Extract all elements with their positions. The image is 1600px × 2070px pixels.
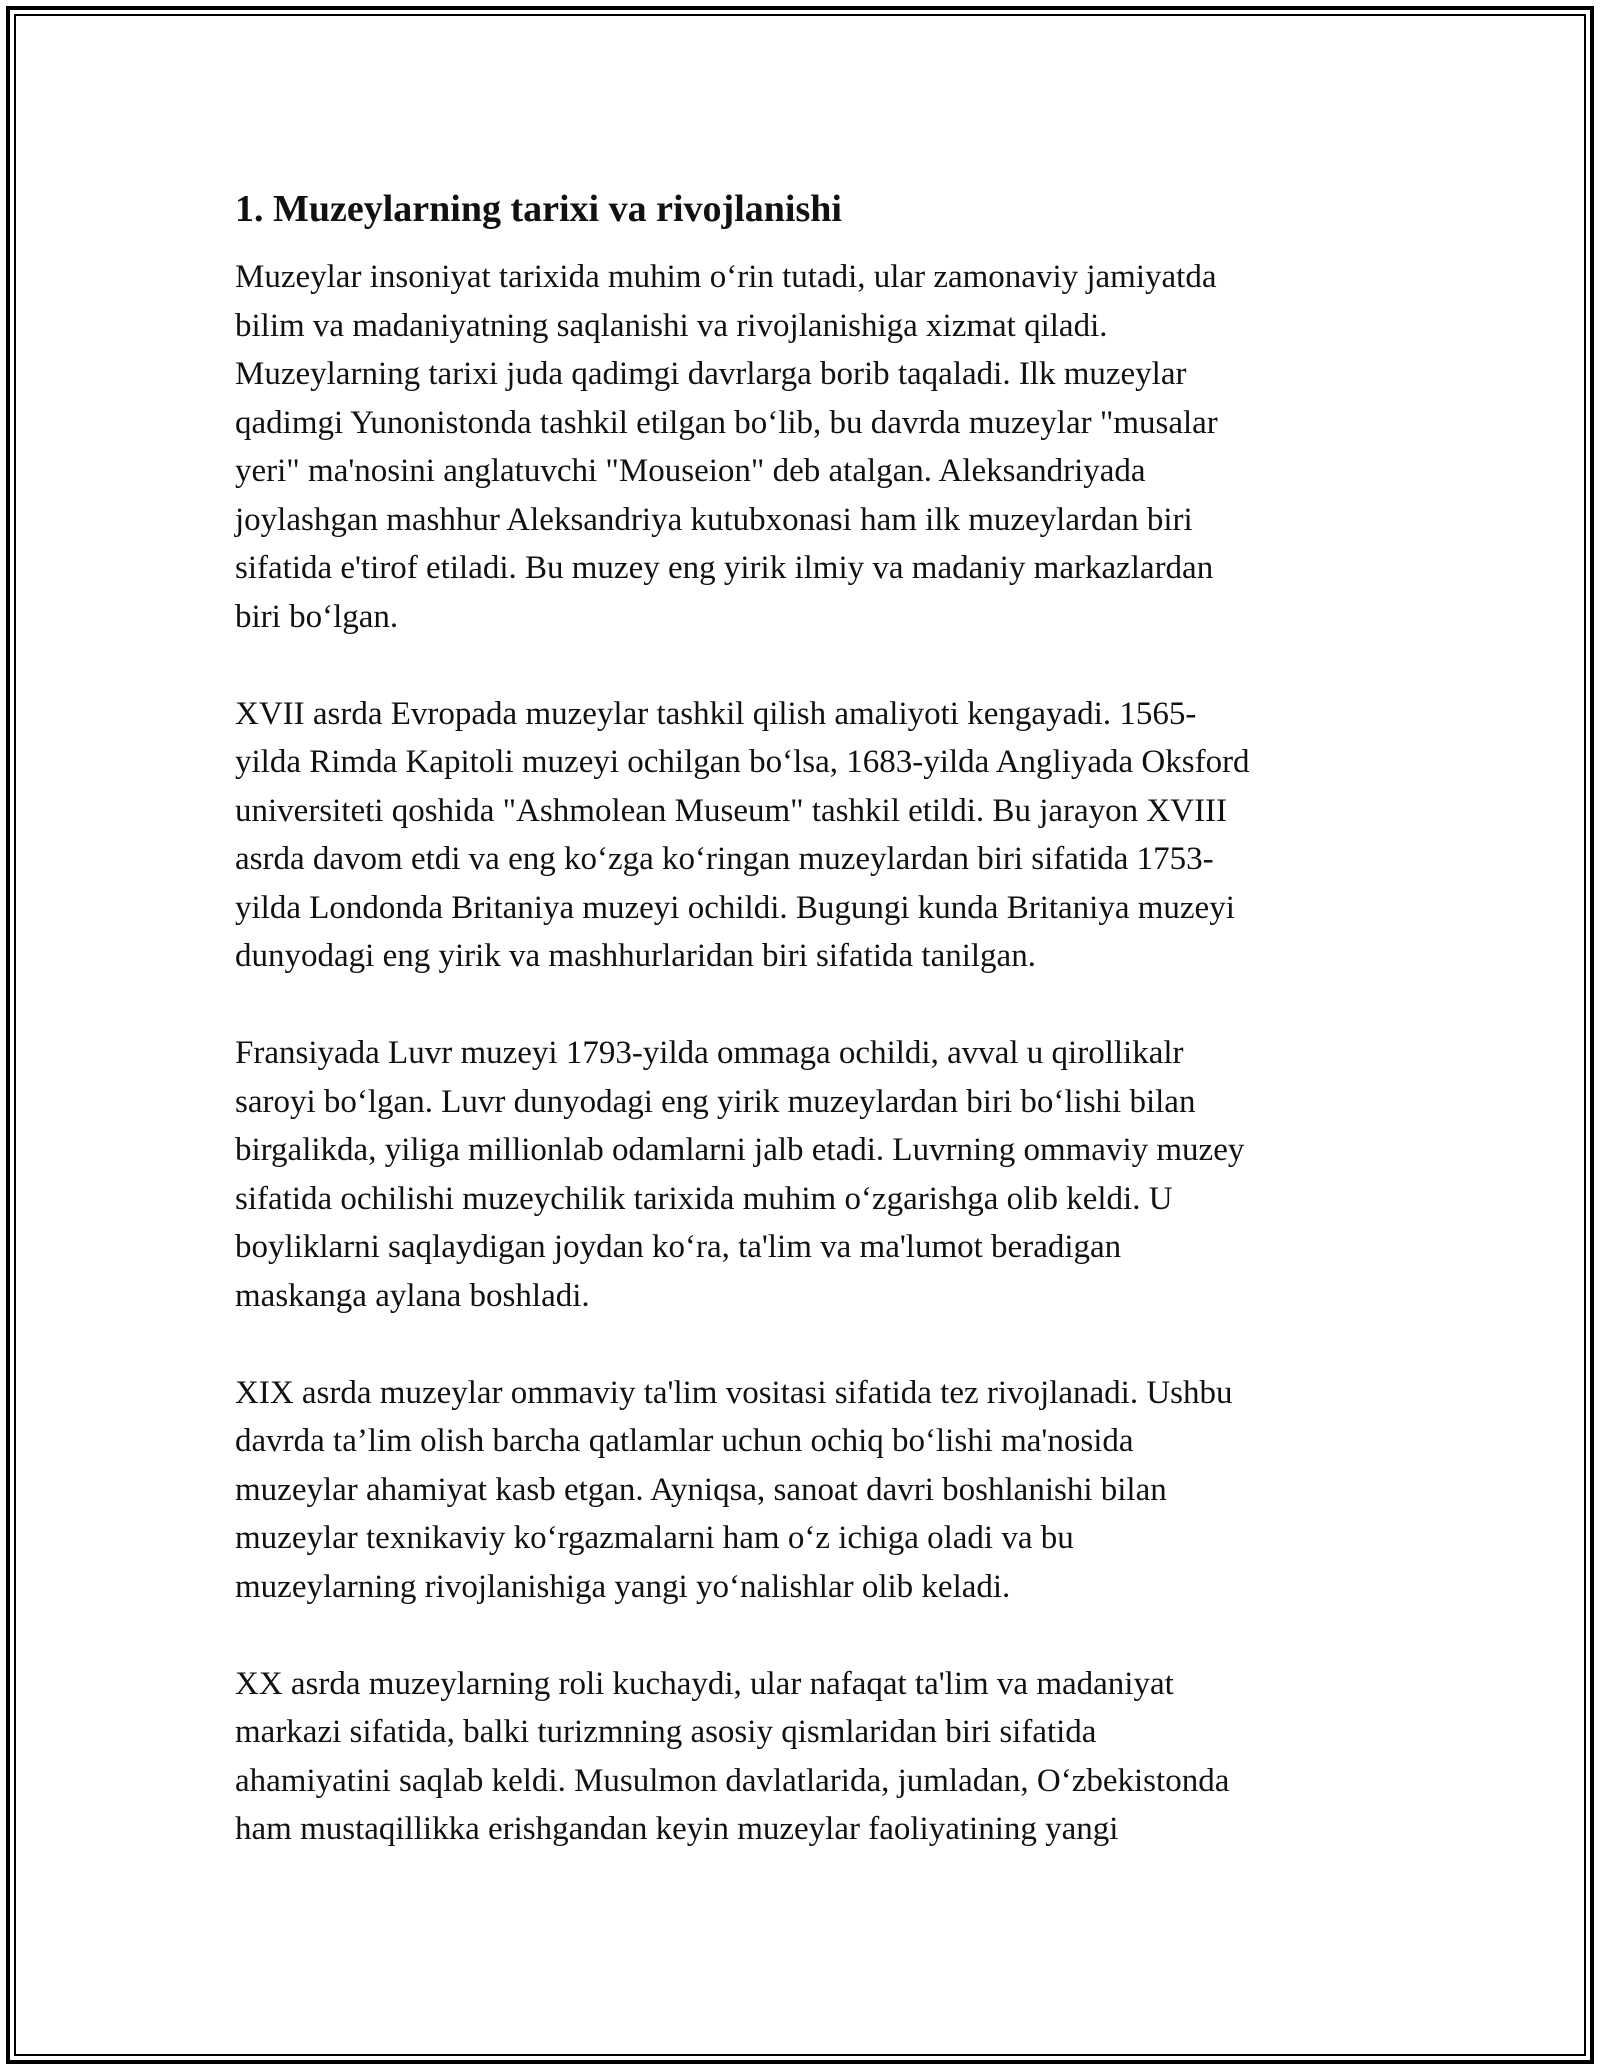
paragraph bbox=[235, 1660, 1375, 1854]
paragraph-line: asrda davom etdi va eng ko‘zga ko‘ringan muzeylardan biri sifatida 1753- bbox=[235, 841, 1214, 877]
paragraph-line: dunyodagi eng yirik va mashhurlaridan biri sifatida tanilgan. bbox=[235, 938, 1036, 974]
paragraph-line: bilim va madaniyatning saqlanishi va rivojlanishiga xizmat qiladi. bbox=[235, 307, 1108, 344]
document-body bbox=[235, 185, 1375, 1902]
paragraph-line: yeri" ma'nosini anglatuvchi "Mouseion" deb atalgan. Aleksandriyada bbox=[235, 453, 1146, 489]
paragraph-line: sifatida e'tirof etiladi. Bu muzey eng yirik ilmiy va madaniy markazlardan bbox=[235, 550, 1214, 586]
paragraph-line: muzeylar ahamiyat kasb etgan. Ayniqsa, sanoat davri boshlanishi bilan bbox=[235, 1471, 1167, 1508]
paragraphs-container bbox=[235, 253, 1375, 1854]
paragraph-line: Muzeylarning tarixi juda qadimgi davrlarga borib taqaladi. Ilk muzeylar bbox=[235, 356, 1187, 392]
paragraph-line: Fransiyada Luvr muzeyi 1793-yilda ommaga ochildi, avval u qirollikalr bbox=[235, 1035, 1184, 1071]
section-heading: 1. Muzeylarning tarixi va rivojlanishi bbox=[235, 188, 842, 230]
paragraph bbox=[235, 690, 1375, 981]
paragraph-line: ham mustaqillikka erishgandan keyin muzeylar faoliyatining yangi bbox=[235, 1811, 1119, 1847]
paragraph-line: Muzeylar insoniyat tarixida muhim o‘rin tutadi, ular zamonaviy jamiyatda bbox=[235, 259, 1217, 295]
paragraph-line: birgalikda, yiliga millionlab odamlarni jalb etadi. Luvrning ommaviy muzey bbox=[235, 1132, 1245, 1168]
paragraph-line: boyliklarni saqlaydigan joydan ko‘ra, ta'lim va ma'lumot beradigan bbox=[235, 1229, 1122, 1265]
paragraph-line: saroyi bo‘lgan. Luvr dunyodagi eng yirik muzeylardan biri bo‘lishi bilan bbox=[235, 1083, 1196, 1120]
paragraph-line: qadimgi Yunonistonda tashkil etilgan bo‘lib, bu davrda muzeylar "musalar bbox=[235, 404, 1218, 441]
paragraph-line: universiteti qoshida "Ashmolean Museum" tashkil etildi. Bu jarayon XVIII bbox=[235, 792, 1228, 829]
paragraph-line: biri bo‘lgan. bbox=[235, 598, 399, 635]
paragraph-line: yilda Londonda Britaniya muzeyi ochildi. Bugungi kunda Britaniya muzeyi bbox=[235, 889, 1235, 926]
paragraph bbox=[235, 1029, 1375, 1320]
paragraph-line: markazi sifatida, balki turizmning asosiy qismlaridan biri sifatida bbox=[235, 1714, 1097, 1750]
paragraph-line: XVII asrda Evropada muzeylar tashkil qilish amaliyoti kengayadi. 1565- bbox=[235, 695, 1197, 732]
paragraph-line: yilda Rimda Kapitoli muzeyi ochilgan bo‘lsa, 1683-yilda Angliyada Oksford bbox=[235, 744, 1250, 780]
paragraph-line: XIX asrda muzeylar ommaviy ta'lim vositasi sifatida tez rivojlanadi. Ushbu bbox=[235, 1374, 1233, 1411]
paragraph-line: muzeylarning rivojlanishiga yangi yo‘nalishlar olib keladi. bbox=[235, 1568, 1011, 1605]
paragraph-line: maskanga aylana boshladi. bbox=[235, 1277, 590, 1314]
paragraph-line: XX asrda muzeylarning roli kuchaydi, ular nafaqat ta'lim va madaniyat bbox=[235, 1665, 1174, 1702]
paragraph-line: joylashgan mashhur Aleksandriya kutubxonasi ham ilk muzeylardan biri bbox=[235, 501, 1193, 538]
paragraph-line: sifatida ochilishi muzeychilik tarixida muhim o‘zgarishga olib keldi. U bbox=[235, 1180, 1173, 1217]
paragraph-line: ahamiyatini saqlab keldi. Musulmon davlatlarida, jumladan, O‘zbekistonda bbox=[235, 1762, 1230, 1799]
paragraph bbox=[235, 253, 1375, 641]
paragraph bbox=[235, 1369, 1375, 1612]
paragraph-line: muzeylar texnikaviy ko‘rgazmalarni ham o‘z ichiga oladi va bu bbox=[235, 1520, 1074, 1556]
paragraph-line: davrda ta’lim olish barcha qatlamlar uchun ochiq bo‘lishi ma'nosida bbox=[235, 1423, 1134, 1459]
